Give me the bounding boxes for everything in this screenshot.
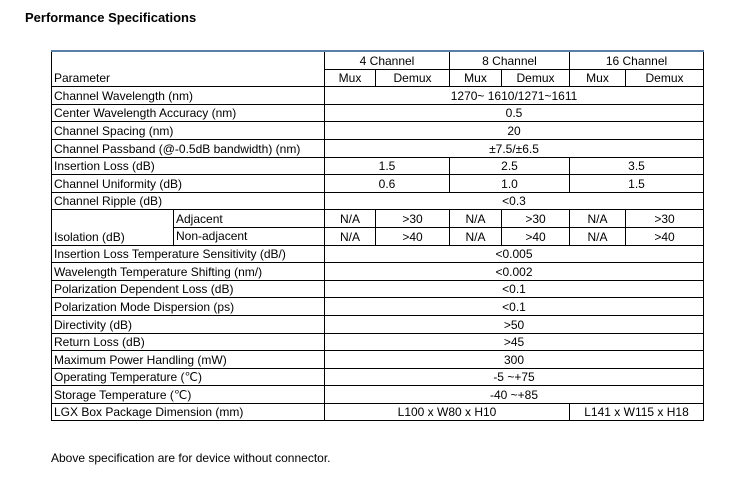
group-header-16-channel: 16 Channel (570, 51, 704, 69)
table-row (52, 175, 704, 193)
table-row (52, 192, 704, 210)
table-row (52, 280, 704, 298)
row-label: Storage Temperature (℃) (52, 386, 325, 404)
mux-header: Mux (325, 69, 376, 87)
row-value: 1.5 (570, 175, 704, 193)
row-value: 0.5 (325, 104, 704, 122)
table-row (52, 245, 704, 263)
row-value: <0.3 (325, 192, 704, 210)
row-value: >30 (376, 210, 450, 228)
row-label: Polarization Dependent Loss (dB) (52, 280, 325, 298)
row-label: Operating Temperature (℃) (52, 368, 325, 386)
row-value: 0.6 (325, 175, 450, 193)
row-label: Channel Wavelength (nm) (52, 87, 325, 105)
table-row (52, 122, 704, 140)
row-label: Channel Uniformity (dB) (52, 175, 325, 193)
row-value: 3.5 (570, 157, 704, 175)
row-value: N/A (450, 210, 502, 228)
row-label: LGX Box Package Dimension (mm) (52, 403, 325, 421)
row-value: L141 x W115 x H18 (570, 403, 704, 421)
row-label: Channel Ripple (dB) (52, 192, 325, 210)
row-value: <0.1 (325, 280, 704, 298)
row-label: Insertion Loss (dB) (52, 157, 325, 175)
table-row (52, 157, 704, 175)
table-row (52, 351, 704, 369)
row-value: >40 (376, 227, 450, 245)
mux-header: Mux (570, 69, 626, 87)
row-value: 300 (325, 351, 704, 369)
row-value: >40 (502, 227, 570, 245)
header-row-groups (52, 51, 704, 69)
table-row (52, 333, 704, 351)
mux-header: Mux (450, 69, 502, 87)
row-value: L100 x W80 x H10 (325, 403, 570, 421)
performance-specifications-table (51, 50, 704, 421)
row-value: >40 (626, 227, 704, 245)
row-value: N/A (450, 227, 502, 245)
row-value: N/A (570, 227, 626, 245)
table-row (52, 87, 704, 105)
table-row (52, 210, 704, 228)
footnote: Above specification are for device without connector. (51, 451, 331, 465)
page-title: Performance Specifications (25, 10, 197, 25)
group-header-4-channel: 4 Channel (325, 51, 450, 69)
row-value: N/A (570, 210, 626, 228)
row-value: -5 ~+75 (325, 368, 704, 386)
parameter-header: Parameter (52, 51, 325, 87)
demux-header: Demux (502, 69, 570, 87)
table-row (52, 298, 704, 316)
table-row (52, 263, 704, 281)
group-header-8-channel: 8 Channel (450, 51, 570, 69)
row-value: 20 (325, 122, 704, 140)
row-value: <0.005 (325, 245, 704, 263)
row-value: 1.5 (325, 157, 450, 175)
table-row (52, 368, 704, 386)
table-row (52, 139, 704, 157)
demux-header: Demux (626, 69, 704, 87)
row-value: ±7.5/±6.5 (325, 139, 704, 157)
row-label-isolation: Isolation (dB) (52, 210, 174, 245)
row-label: Insertion Loss Temperature Sensitivity (dB/) (52, 245, 325, 263)
row-value: >45 (325, 333, 704, 351)
row-value: N/A (325, 210, 376, 228)
table-row (52, 386, 704, 404)
sub-label-non-adjacent: Non-adjacent (174, 227, 325, 245)
row-label: Center Wavelength Accuracy (nm) (52, 104, 325, 122)
row-value: >50 (325, 315, 704, 333)
row-value: 2.5 (450, 157, 570, 175)
row-value: 1270~ 1610/1271~1611 (325, 87, 704, 105)
table-row (52, 104, 704, 122)
sub-label-adjacent: Adjacent (174, 210, 325, 228)
row-value: 1.0 (450, 175, 570, 193)
row-label: Return Loss (dB) (52, 333, 325, 351)
row-value: N/A (325, 227, 376, 245)
table-row (52, 315, 704, 333)
row-value: -40 ~+85 (325, 386, 704, 404)
demux-header: Demux (376, 69, 450, 87)
row-value: >30 (502, 210, 570, 228)
row-label: Channel Spacing (nm) (52, 122, 325, 140)
row-label: Maximum Power Handling (mW) (52, 351, 325, 369)
table-row (52, 403, 704, 421)
row-label: Channel Passband (@-0.5dB bandwidth) (nm) (52, 139, 325, 157)
row-label: Directivity (dB) (52, 315, 325, 333)
row-label: Wavelength Temperature Shifting (nm/) (52, 263, 325, 281)
row-label: Polarization Mode Dispersion (ps) (52, 298, 325, 316)
row-value: <0.1 (325, 298, 704, 316)
row-value: >30 (626, 210, 704, 228)
row-value: <0.002 (325, 263, 704, 281)
